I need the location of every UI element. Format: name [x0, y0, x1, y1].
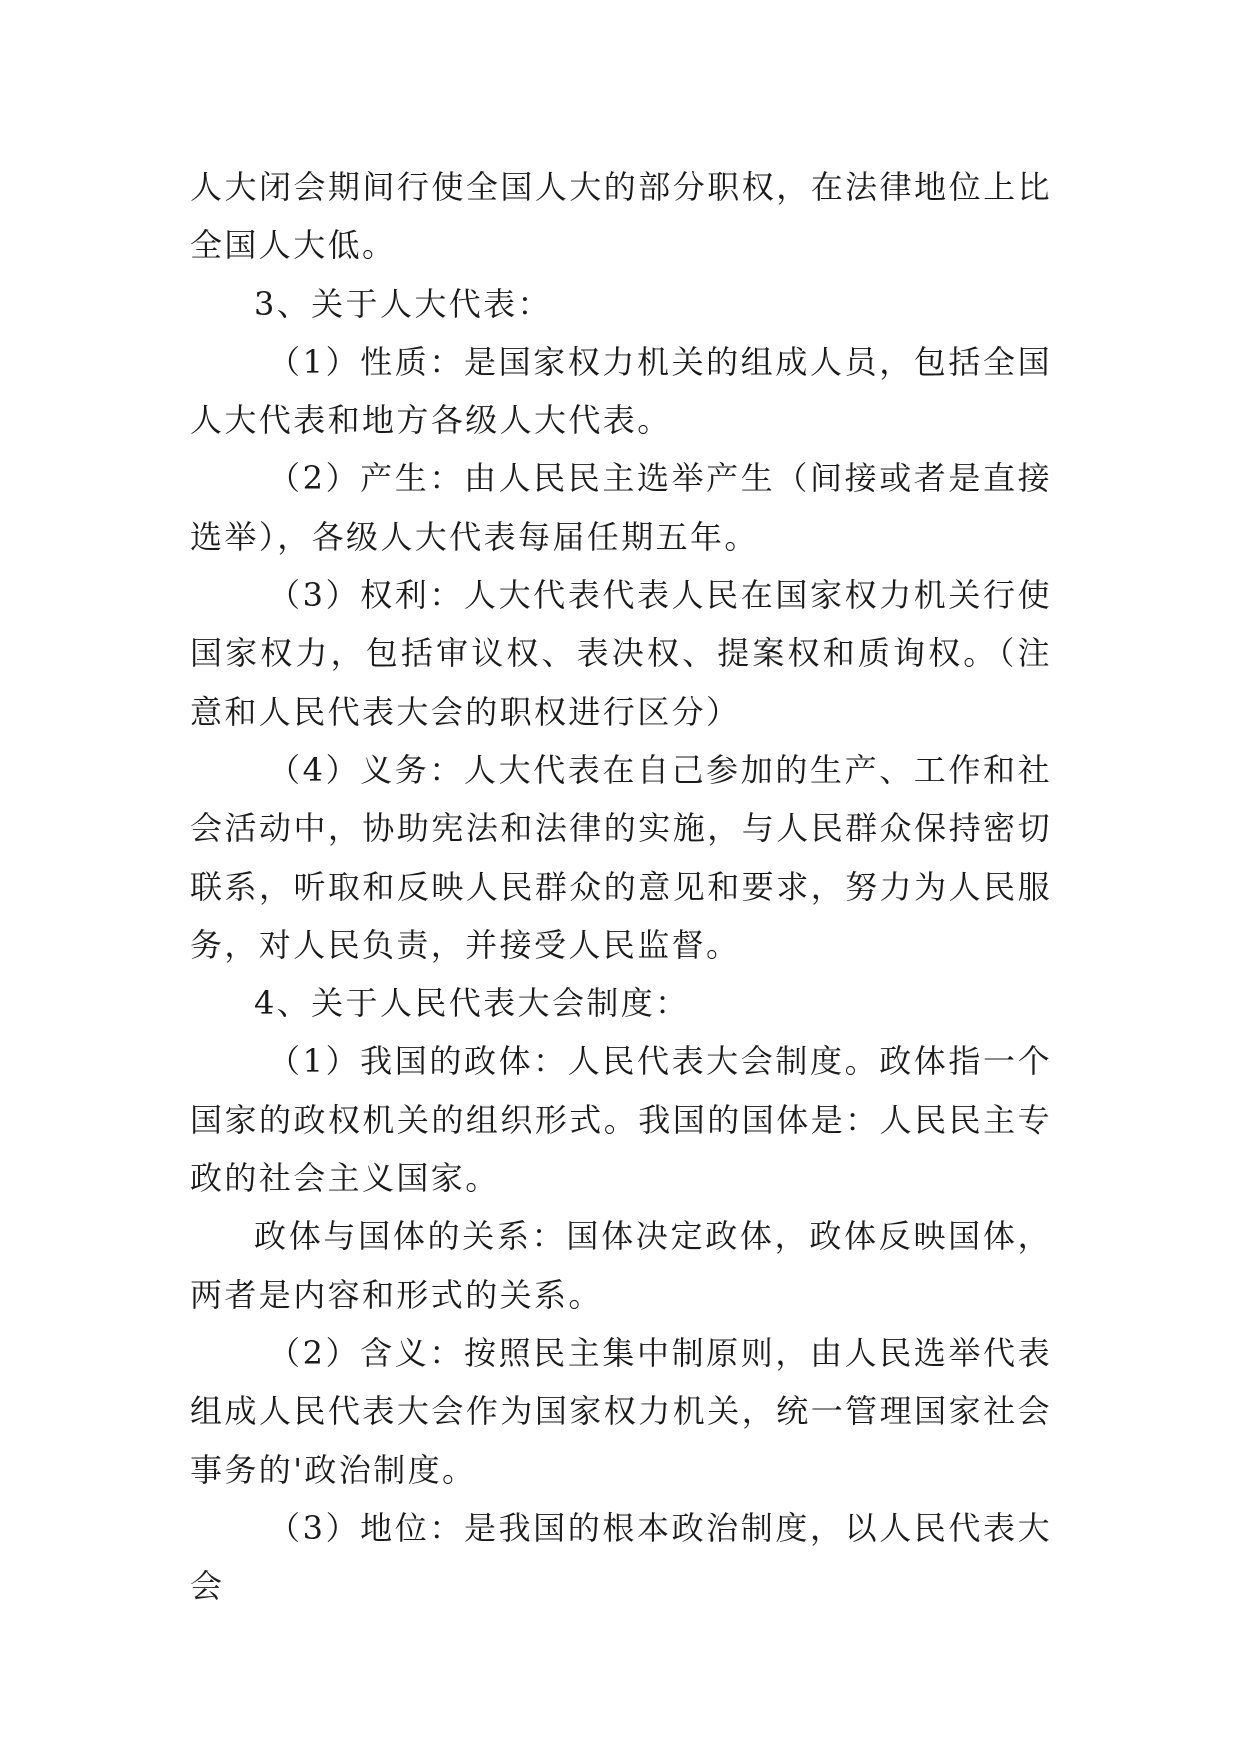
- paragraph-status: （3）地位：是我国的根本政治制度，以人民代表大会: [190, 1508, 1052, 1606]
- paragraph-duties: （4）义务：人大代表在自己参加的生产、工作和社会活动中，协助宪法和法律的实施，与人民群众保持密切联系，听取和反映人民群众的意见和要求，努力为人民服务，对人民负责，并接受人民监督。: [190, 750, 1052, 964]
- section-heading-4: 4、关于人民代表大会制度：: [254, 984, 690, 1023]
- paragraph-meaning: （2）含义：按照民主集中制原则，由人民选举代表组成人民代表大会作为国家权力机关，统一管理国家社会事务的'政治制度。: [190, 1333, 1052, 1489]
- paragraph-nature: （1）性质：是国家权力机关的组成人员，包括全国人大代表和地方各级人大代表。: [190, 342, 1052, 440]
- paragraph-polity-relation: 政体与国体的关系：国体决定政体，政体反映国体，两者是内容和形式的关系。: [190, 1217, 1052, 1314]
- paragraph-continuation: 人大闭会期间行使全国人大的部分职权，在法律地位上比全国人大低。: [190, 168, 1052, 265]
- paragraph-polity: （1）我国的政体：人民代表大会制度。政体指一个国家的政权机关的组织形式。我国的国体是：人民民主专政的社会主义国家。: [190, 1042, 1052, 1198]
- paragraph-election: （2）产生：由人民民主选举产生（间接或者是直接选举），各级人大代表每届任期五年。: [190, 459, 1052, 556]
- paragraph-rights: （3）权利：人大代表代表人民在国家权力机关行使国家权力，包括审议权、表决权、提案权和质询权。（注意和人民代表大会的职权进行区分）: [190, 576, 1052, 731]
- document-body: [190, 158, 1052, 1615]
- section-heading-3: 3、关于人大代表：: [254, 284, 552, 323]
